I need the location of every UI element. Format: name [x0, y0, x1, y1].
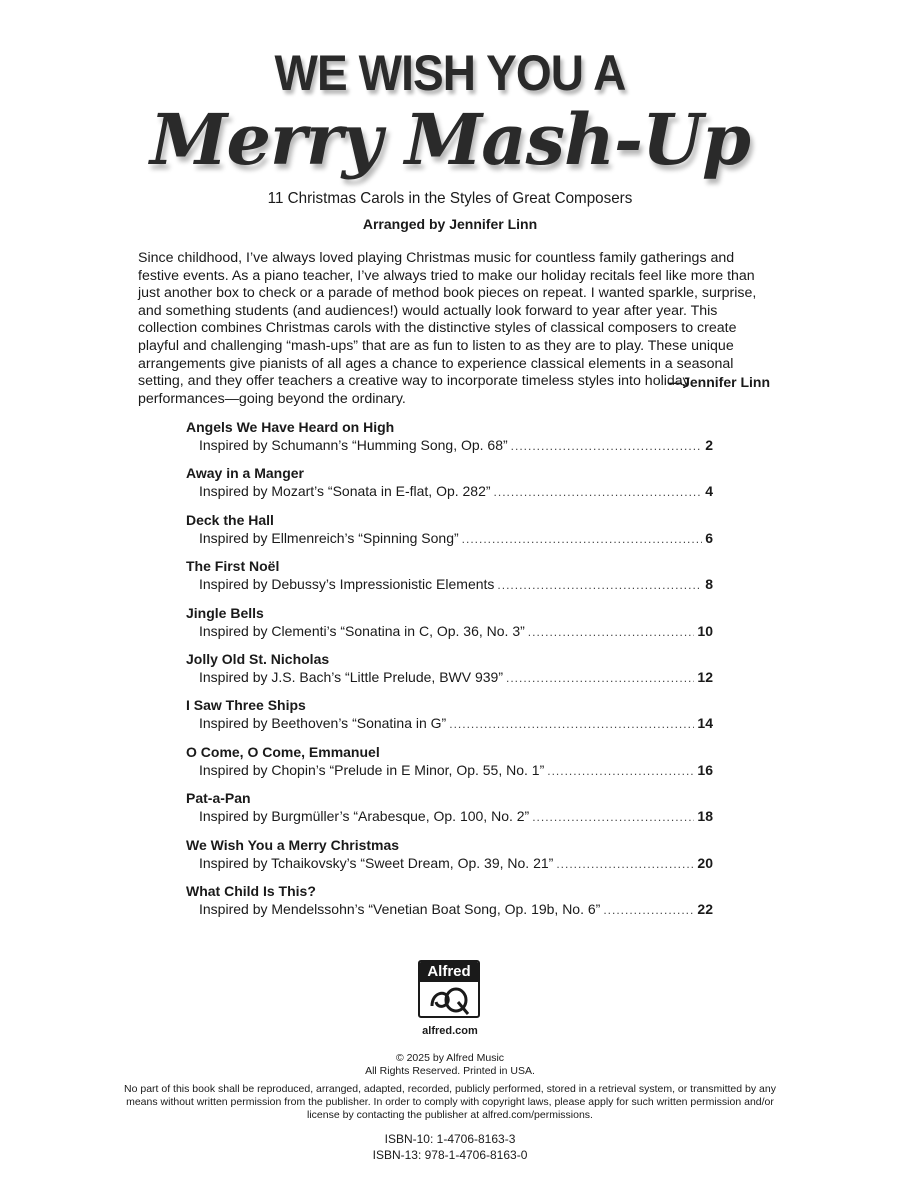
toc-entry — [186, 464, 713, 510]
dot-leader — [603, 901, 694, 919]
song-title: I Saw Three Ships — [186, 697, 306, 714]
toc-line — [186, 854, 713, 873]
page-number: 2 — [705, 437, 713, 453]
inspiration-text: Inspired by Beethoven’s “Sonatina in G” — [199, 715, 447, 732]
toc-entry — [186, 557, 713, 603]
alfred-music-logo-icon — [424, 984, 474, 1016]
toc-line — [186, 714, 713, 733]
inspiration-text: Inspired by Ellmenreich’s “Spinning Song” — [199, 529, 459, 546]
page-title-line1: WE WISH YOU A — [274, 45, 626, 101]
inspiration-text: Inspired by Burgmüller’s “Arabesque, Op. 100, No. 2” — [199, 808, 530, 825]
dot-leader — [506, 669, 694, 687]
logo-text: Alfred — [420, 962, 478, 982]
dot-leader — [547, 762, 694, 780]
inspiration-text: Inspired by Chopin’s “Prelude in E Minor, Op. 55, No. 1” — [199, 761, 545, 778]
rights-line: All Rights Reserved. Printed in USA. — [365, 1065, 535, 1077]
toc-line — [186, 761, 713, 780]
dot-leader — [511, 437, 703, 455]
table-of-contents — [186, 418, 713, 928]
page-number: 12 — [697, 668, 713, 685]
song-title: Deck the Hall — [186, 511, 274, 528]
toc-line — [186, 436, 713, 455]
dot-leader — [494, 483, 703, 501]
page-number: 20 — [697, 854, 713, 871]
toc-line — [186, 575, 713, 594]
page-title-script: Merry Mash-Up — [149, 98, 750, 181]
page-number: 18 — [697, 808, 713, 825]
toc-line — [186, 482, 713, 501]
page-number: 10 — [697, 622, 713, 639]
inspiration-text: Inspired by Clementi’s “Sonatina in C, Op. 36, No. 3” — [199, 622, 525, 639]
isbn-13: ISBN-13: 978-1-4706-8163-0 — [372, 1148, 528, 1162]
inspiration-text: Inspired by Mozart’s “Sonata in E-flat, Op. 282” — [199, 483, 491, 500]
page-number: 4 — [705, 483, 713, 500]
dot-leader — [462, 530, 703, 548]
toc-line — [186, 900, 713, 919]
subtitle: 11 Christmas Carols in the Styles of Great Composers — [267, 190, 633, 207]
page-number: 16 — [697, 761, 713, 778]
song-title: Jolly Old St. Nicholas — [186, 650, 330, 667]
toc-entry — [186, 743, 713, 789]
publisher-logo — [418, 960, 480, 1018]
dot-leader — [449, 715, 694, 733]
intro-paragraph: Since childhood, I’ve always loved playing Christmas music for countless family gatherings and festive events. As a piano teacher, I’ve always tried to make our holiday recitals feel like more than just another box to check or a parade of method book pieces on repeat. I wanted sparkle, surprise, and something students (and audiences!) would actually look forward to year after year. This collection combines Christmas carols with the distinctive styles of classical composers to create playful and challenging “mash-ups” that are as fun to listen to as they are to play. These unique arrangements give pianists of all ages a chance to experience classical elements in a seasonal setting, and they offer teachers a creative way to incorporate timeless styles into holiday performances—going beyond the ordinary. — [138, 250, 757, 407]
toc-entry — [186, 604, 713, 650]
intro-signature: —Jennifer Linn — [668, 374, 770, 390]
song-title: The First Noël — [186, 558, 280, 575]
toc-line — [186, 529, 713, 548]
toc-line — [186, 807, 713, 826]
copyright-line: © 2025 by Alfred Music — [395, 1052, 505, 1064]
song-title: Jingle Bells — [186, 604, 264, 621]
toc-entry — [186, 650, 713, 696]
toc-entry — [186, 836, 713, 882]
song-title: We Wish You a Merry Christmas — [186, 836, 400, 853]
song-title: What Child Is This? — [186, 882, 316, 899]
song-title: Pat-a-Pan — [186, 790, 251, 807]
page-number: 6 — [705, 529, 713, 546]
page-number: 14 — [697, 715, 713, 732]
page-number: 22 — [697, 900, 713, 917]
dot-leader — [532, 808, 694, 826]
legal-notice: No part of this book shall be reproduced, arranged, adapted, recorded, publicly performed, stored in a retrieval system, or transmitted by any means without written permission from the publisher. In order to comply with copyright laws, please apply for such written permission and/or license by contacting the publisher at alfred.com/permissions. — [124, 1083, 776, 1121]
page-number: 8 — [705, 576, 713, 593]
inspiration-text: Inspired by J.S. Bach’s “Little Prelude, BWV 939” — [199, 668, 503, 685]
toc-line — [186, 622, 713, 641]
toc-entry — [186, 789, 713, 835]
song-title: O Come, O Come, Emmanuel — [186, 743, 380, 760]
toc-entry — [186, 511, 713, 557]
dot-leader — [497, 576, 702, 594]
inspiration-text: Inspired by Schumann’s “Humming Song, Op. 68” — [199, 437, 508, 453]
isbn-10: ISBN-10: 1-4706-8163-3 — [384, 1132, 516, 1146]
dot-leader — [556, 855, 694, 873]
toc-entry — [186, 418, 713, 464]
dot-leader — [528, 623, 695, 641]
inspiration-text: Inspired by Mendelssohn’s “Venetian Boat Song, Op. 19b, No. 6” — [199, 900, 601, 917]
inspiration-text: Inspired by Debussy’s Impressionistic Elements — [199, 576, 495, 593]
inspiration-text: Inspired by Tchaikovsky’s “Sweet Dream, Op. 39, No. 21” — [199, 854, 554, 871]
publisher-website: alfred.com — [422, 1025, 478, 1037]
toc-entry — [186, 882, 713, 928]
toc-entry — [186, 696, 713, 742]
song-title: Away in a Manger — [186, 465, 305, 482]
arranger-credit: Arranged by Jennifer Linn — [362, 216, 538, 232]
song-title: Angels We Have Heard on High — [186, 419, 395, 435]
toc-line — [186, 668, 713, 687]
